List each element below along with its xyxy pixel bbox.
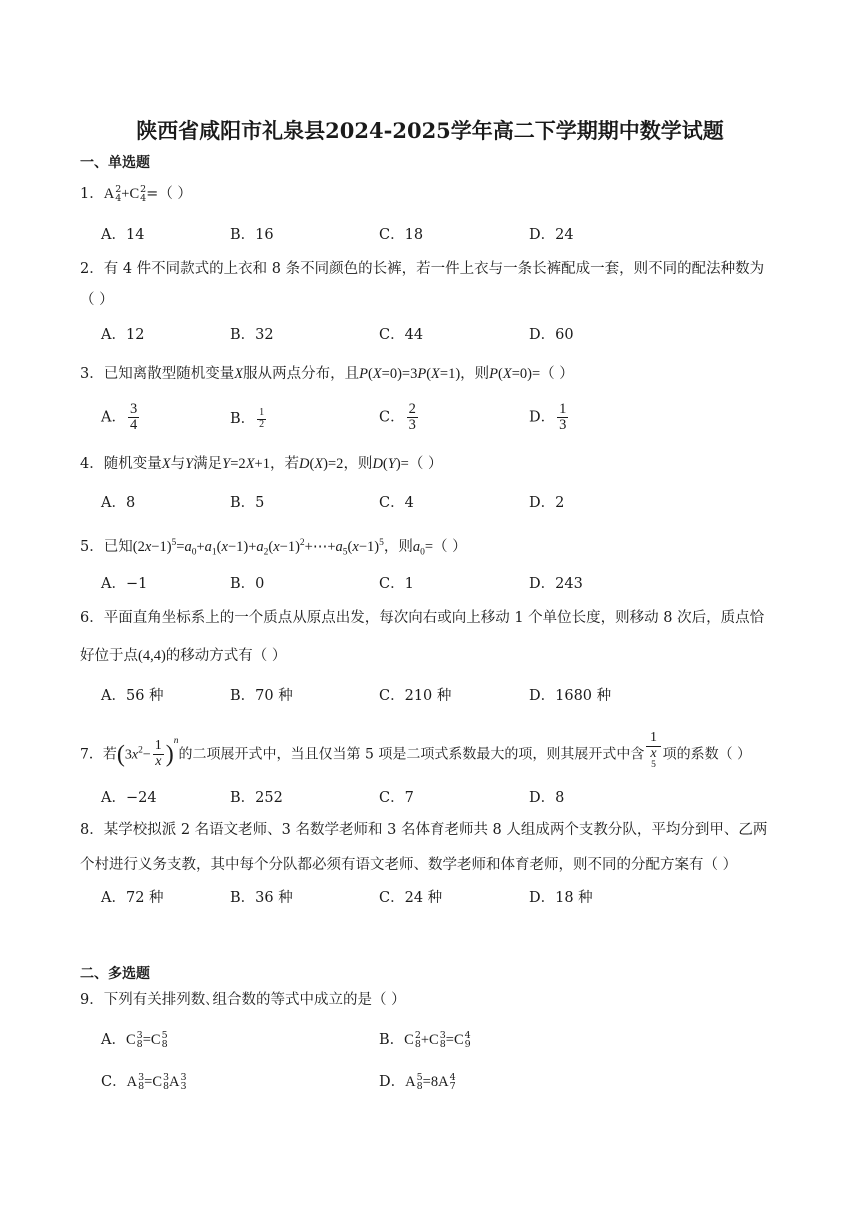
- q1-option-a[interactable]: A．14: [101, 227, 145, 243]
- q2-option-a[interactable]: A．12: [101, 327, 145, 343]
- q8-option-b[interactable]: B．36 种: [230, 890, 293, 906]
- question-6-line-1: 6．平面直角坐标系上的一个质点从原点出发，每次向右或向上移动 1 个单位长度，则移动 8 次后，质点恰: [80, 610, 765, 626]
- q6-option-d[interactable]: D．1680 种: [529, 688, 612, 704]
- q5-option-d[interactable]: D．243: [529, 576, 583, 592]
- q9-option-c[interactable]: C．A 3 8 =C 3 8 A 3 3: [101, 1071, 187, 1092]
- q9-option-d[interactable]: D．A 5 8 =8A 4 7: [379, 1071, 456, 1092]
- q5-option-b[interactable]: B．0: [230, 576, 265, 592]
- question-8-line-1: 8．某学校拟派 2 名语文老师、3 名数学老师和 3 名体育老师共 8 人组成两个支教分队，平均分到甲、乙两: [80, 822, 768, 838]
- q1-option-c[interactable]: C．18: [379, 227, 424, 243]
- section-heading-multi: 二、多选题: [80, 966, 150, 982]
- question-3: 3．已知离散型随机变量X服从两点分布，且P(X=0)=3P(X=1)，则P(X=0)=（ ）: [80, 366, 574, 382]
- q3-option-b[interactable]: B． $\frac{1}{2}$: [230, 407, 265, 430]
- q4-option-a[interactable]: A．8: [101, 495, 136, 511]
- question-9: 9．下列有关排列数､组合数的等式中成立的是（ ）: [80, 992, 406, 1008]
- q5-option-a[interactable]: A．−1: [101, 576, 148, 592]
- q3-option-d[interactable]: D． $\frac{1}{3}$: [529, 401, 567, 434]
- section-heading-single: 一、单选题: [80, 155, 150, 171]
- q7-option-d[interactable]: D．8: [529, 790, 565, 806]
- q9-option-a[interactable]: A．C 3 8 =C 5 8: [101, 1029, 168, 1050]
- q3-option-a[interactable]: A． $\frac{3}{4}$: [101, 401, 138, 434]
- question-2-line-1: 2．有 4 件不同款式的上衣和 8 条不同颜色的长裤，若一件上衣与一条长裤配成一套，则不同的配法种数为: [80, 261, 765, 277]
- page-title: 陕西省咸阳市礼泉县2024-2025学年高二下学期期中数学试题: [136, 118, 724, 143]
- q4-option-b[interactable]: B．5: [230, 495, 265, 511]
- question-2-line-2: （ ）: [80, 292, 114, 308]
- q2-option-c[interactable]: C．44: [379, 327, 424, 343]
- question-7: 7．若($3x^2-$ $\frac{1}{x}$ )$^n$的二项展开式中，当且仅当第 5 项是二项式系数最大的项，则其展开式中含 1 x $^5$ 项的系数（ ）: [80, 730, 752, 771]
- question-5: 5．已知$(2x-1)^5=a_0+a_1(x-1)+a_2(x-1)^2+\cdots+a_5(x-1)^5$，则$a_0=$（ ）: [80, 538, 467, 558]
- question-8-line-2: 个村进行义务支教，其中每个分队都必须有语文老师、数学老师和体育老师，则不同的分配方案有（ ）: [80, 857, 738, 873]
- q1-option-d[interactable]: D．24: [529, 227, 574, 243]
- q2-option-d[interactable]: D．60: [529, 327, 574, 343]
- q6-option-a[interactable]: A．56 种: [101, 688, 164, 704]
- q3-option-c[interactable]: C． $\frac{2}{3}$: [379, 401, 416, 434]
- q2-option-b[interactable]: B．32: [230, 327, 274, 343]
- q6-option-b[interactable]: B．70 种: [230, 688, 293, 704]
- question-1: 1．A 2 4 +C 2 4 =（ ）: [80, 183, 192, 204]
- q5-option-c[interactable]: C．1: [379, 576, 414, 592]
- q4-option-d[interactable]: D．2: [529, 495, 565, 511]
- q8-option-d[interactable]: D．18 种: [529, 890, 593, 906]
- q7-option-a[interactable]: A．−24: [101, 790, 157, 806]
- q4-option-c[interactable]: C．4: [379, 495, 414, 511]
- q8-option-c[interactable]: C．24 种: [379, 890, 443, 906]
- question-6-line-2: 好位于点(4,4)的移动方式有（ ）: [80, 648, 287, 664]
- q9-option-b[interactable]: B．C 2 8 +C 3 8 =C 4 9: [379, 1029, 471, 1050]
- question-4: 4．随机变量X与Y满足Y=2X+1，若D(X)=2，则D(Y)=（ ）: [80, 456, 443, 472]
- q8-option-a[interactable]: A．72 种: [101, 890, 164, 906]
- q7-option-c[interactable]: C．7: [379, 790, 414, 806]
- q1-option-b[interactable]: B．16: [230, 227, 274, 243]
- q7-option-b[interactable]: B．252: [230, 790, 283, 806]
- q6-option-c[interactable]: C．210 种: [379, 688, 452, 704]
